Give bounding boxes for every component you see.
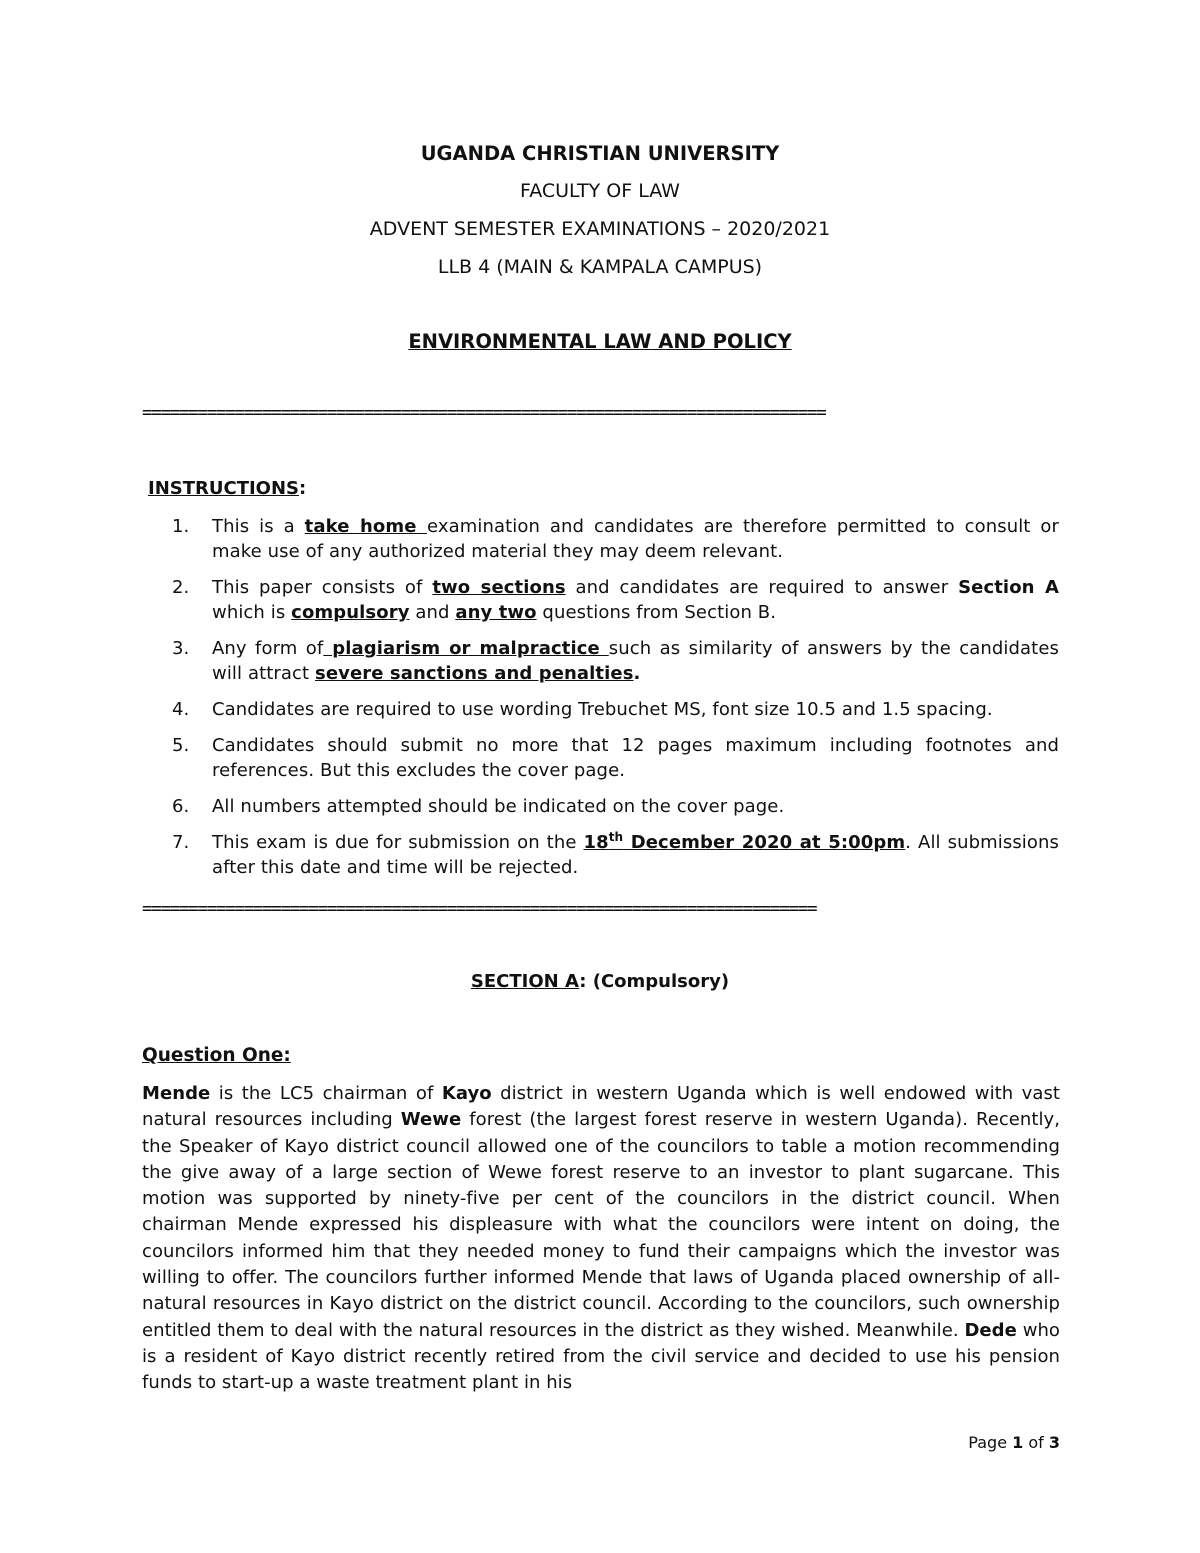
instruction-emphasis: two sections xyxy=(432,577,566,598)
instruction-text: All numbers attempted should be indicated on the cover page. xyxy=(212,796,785,817)
instruction-text: and candidates are required to answer xyxy=(565,577,959,598)
instruction-number: 3. xyxy=(172,638,190,659)
instruction-number: 7. xyxy=(172,832,190,853)
instruction-text: Candidates should submit no more that 12 pages maximum including footnotes and references. But this excludes the cover page. xyxy=(212,735,1059,781)
instruction-emphasis: any two xyxy=(455,602,537,623)
instruction-number: 5. xyxy=(172,735,190,756)
section-a-heading xyxy=(0,971,1200,992)
name-kayo: Kayo xyxy=(441,1083,492,1104)
instruction-text: such as similarity of answers by the candidates will attract xyxy=(212,638,1059,684)
instruction-number: 4. xyxy=(172,699,190,720)
instruction-text: Candidates are required to use wording Trebuchet MS, font size 10.5 and 1.5 spacing. xyxy=(212,699,993,720)
name-wewe: Wewe xyxy=(400,1109,462,1131)
section-a-subtitle: : (Compulsory) xyxy=(579,971,730,992)
instruction-number: 2. xyxy=(172,577,190,598)
faculty-name: FACULTY OF LAW xyxy=(520,180,680,202)
question-one-body xyxy=(142,1081,1060,1397)
instruction-text: questions from Section B. xyxy=(536,602,777,623)
instruction-item xyxy=(172,733,1059,783)
page-current: 1 xyxy=(1012,1433,1024,1452)
instruction-number: 1. xyxy=(172,516,190,537)
instruction-item xyxy=(172,575,1059,625)
exam-title: ADVENT SEMESTER EXAMINATIONS – 2020/2021 xyxy=(369,218,831,240)
instruction-emphasis: plagiarism or malpractice xyxy=(323,638,609,659)
due-day: 18 xyxy=(583,832,609,853)
instructions-heading-colon: : xyxy=(299,478,307,499)
instruction-text: This exam is due for submission on the xyxy=(212,832,584,853)
due-date xyxy=(583,832,905,853)
instruction-emphasis: severe sanctions and penalties xyxy=(315,663,634,684)
question-text: is the LC5 chairman of xyxy=(210,1083,442,1104)
university-name: UGANDA CHRISTIAN UNIVERSITY xyxy=(420,142,780,165)
page-total: 3 xyxy=(1048,1433,1060,1452)
instruction-item xyxy=(172,830,1059,880)
instructions-heading-label: INSTRUCTIONS xyxy=(148,478,299,499)
page-number xyxy=(960,1433,1060,1452)
instruction-item xyxy=(172,697,1059,722)
instruction-text: and xyxy=(409,602,456,623)
page-of: of xyxy=(1023,1433,1049,1452)
due-day-suffix: th xyxy=(608,830,624,844)
instruction-item xyxy=(172,794,1059,819)
instruction-text: . xyxy=(633,663,641,684)
question-text: forest (the largest forest reserve in western Uganda). Recently, the Speaker of Kayo district council allowed one of the councilors to table a motion recommending the give away of a large section of Wewe forest reserve to an investor to plant sugarcane. This motion was supported by ninety-five per cent of the councilors in the district council. When chairman Mende expressed his displeasure with what the councilors were intent on doing, the councilors informed him that they needed money to fund their campaigns which the investor was willing to offer. The councilors further informed Mende that laws of Uganda placed ownership of all-natural resources in Kayo district on the district council. According to the councilors, such ownership entitled them to deal with the natural resources in the district as they wished. Meanwhile. xyxy=(142,1109,1061,1341)
separator-top: ========================================================================== xyxy=(142,403,826,423)
instruction-item xyxy=(172,514,1059,564)
section-a-label: SECTION A xyxy=(470,971,580,992)
instruction-emphasis: take home xyxy=(304,516,427,537)
question-text: district in western Uganda which is well endowed with vast natural resources including xyxy=(142,1083,1060,1131)
separator-bottom: ========================================================================= xyxy=(142,899,817,919)
page-label: Page xyxy=(968,1433,1013,1452)
instruction-text: This is a xyxy=(212,516,305,537)
instructions-list xyxy=(172,514,1059,891)
name-dede: Dede xyxy=(964,1319,1017,1341)
due-month-time: December 2020 at 5:00pm xyxy=(623,832,906,853)
instruction-text: . All submissions after this date and time will be rejected. xyxy=(212,832,1060,878)
instruction-text: which is xyxy=(212,602,292,623)
instruction-text: examination and candidates are therefore permitted to consult or make use of any authorized material they may deem relevant. xyxy=(212,516,1060,562)
instruction-number: 6. xyxy=(172,796,190,817)
program-title: LLB 4 (MAIN & KAMPALA CAMPUS) xyxy=(437,256,763,278)
question-text: who is a resident of Kayo district recently retired from the civil service and decided to use his pension funds to start-up a waste treatment plant in his xyxy=(142,1319,1060,1394)
instruction-item xyxy=(172,636,1059,686)
name-mende: Mende xyxy=(142,1083,211,1104)
instructions-heading xyxy=(148,478,306,499)
instruction-emphasis: compulsory xyxy=(291,602,410,623)
instruction-text: Any form of xyxy=(212,638,324,659)
instruction-emphasis: Section A xyxy=(958,577,1060,598)
course-title: ENVIRONMENTAL LAW AND POLICY xyxy=(408,330,792,353)
question-one-heading: Question One: xyxy=(142,1045,291,1066)
instruction-text: This paper consists of xyxy=(212,577,433,598)
